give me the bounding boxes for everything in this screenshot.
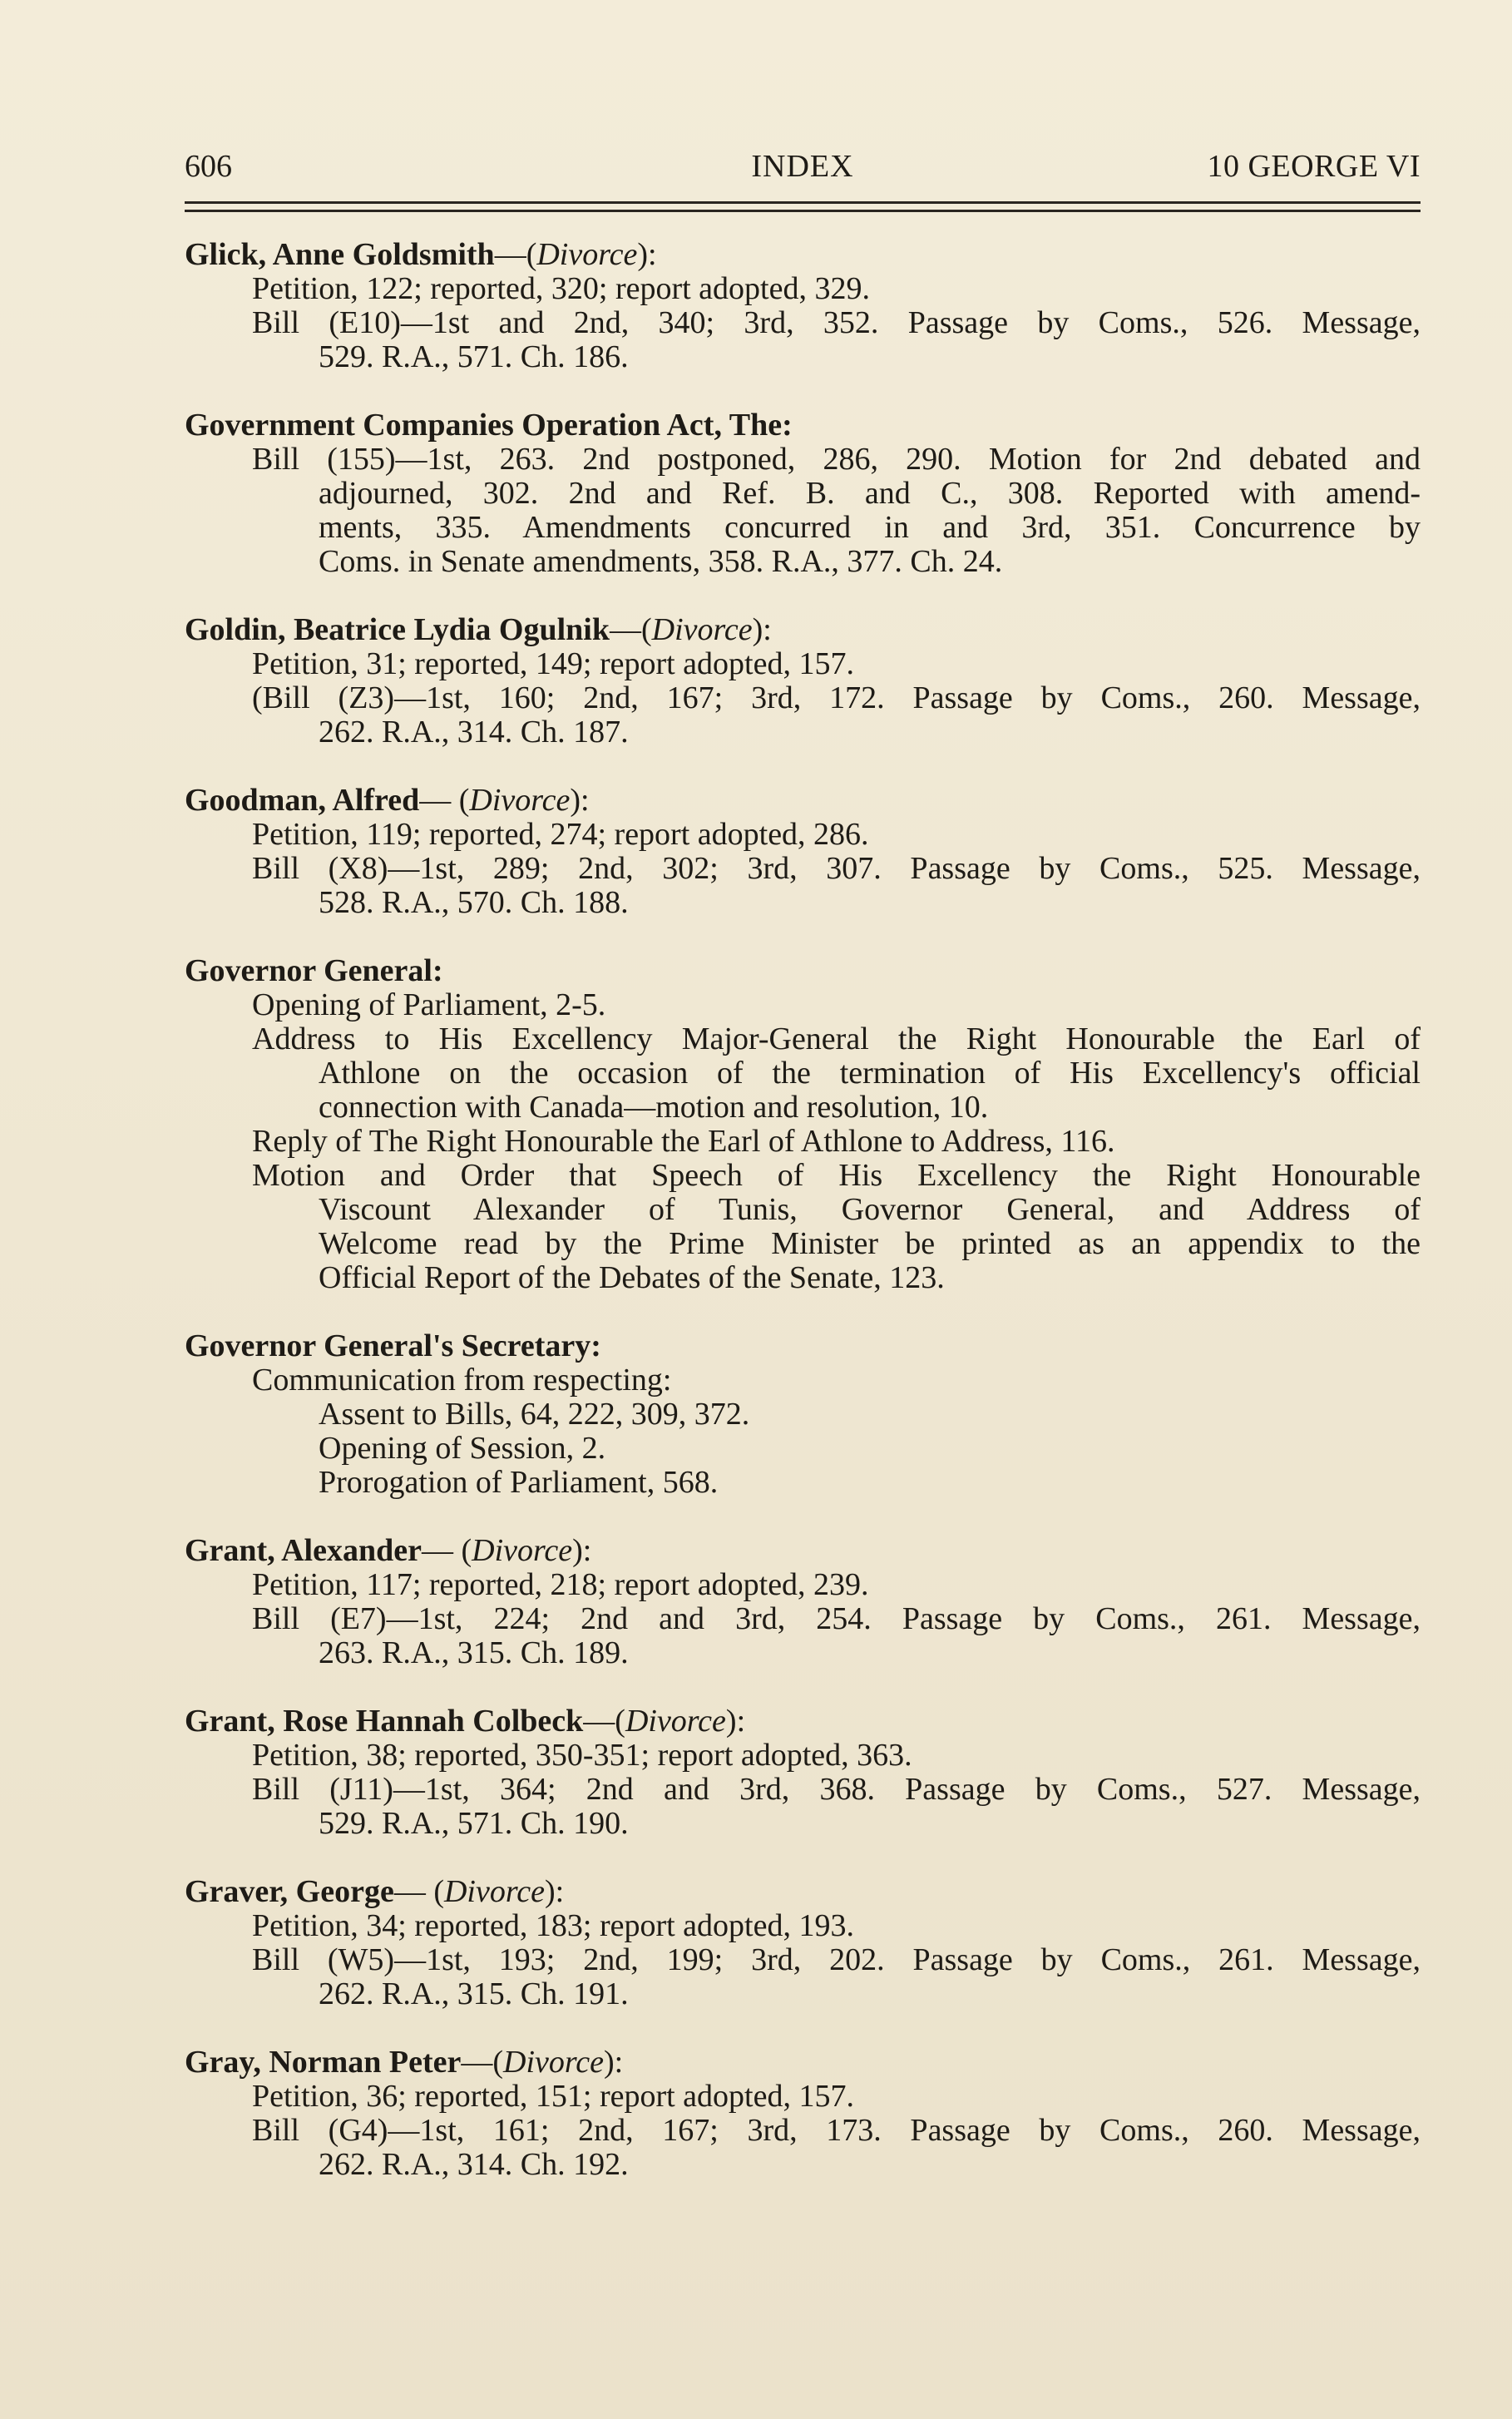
entry-heading	[185, 1534, 1421, 1568]
entry-heading-end: ):	[637, 237, 657, 272]
entry-tag: Divorce	[651, 612, 753, 647]
entry-line: Official Report of the Debates of the Senate, 123.	[319, 1260, 945, 1295]
entry-line: Prorogation of Parliament, 568.	[319, 1465, 719, 1500]
entry-heading	[185, 954, 1421, 988]
entry-heading-end: ):	[752, 612, 772, 647]
regnal-year: 10 GEORGE VI	[1207, 149, 1421, 184]
entry-line: Petition, 36; reported, 151; report adopted, 157.	[252, 2079, 854, 2114]
entry-heading-end: ):	[570, 783, 590, 818]
header-rule-top	[185, 201, 1421, 204]
entry-separator: — (	[421, 1533, 472, 1568]
entry-line: Bill (E7)—1st, 224; 2nd and 3rd, 254. Passage by Coms., 261. Message,	[252, 1601, 1421, 1636]
entry-line: Coms. in Senate amendments, 358. R.A., 377. Ch. 24.	[319, 544, 1003, 579]
entry-name: Governor General's Secretary:	[185, 1328, 601, 1363]
entry-line: adjourned, 302. 2nd and Ref. B. and C., 308. Reported with amend-	[319, 476, 1421, 511]
entry-name: Grant, Alexander	[185, 1533, 422, 1568]
entry-name: Graver, George	[185, 1874, 394, 1909]
entry-name: Government Companies Operation Act, The:	[185, 408, 793, 443]
entry-line: 262. R.A., 314. Ch. 192.	[319, 2147, 629, 2182]
entry-line: Welcome read by the Prime Minister be printed as an appendix to the	[319, 1226, 1421, 1261]
entry-separator: — (	[419, 783, 470, 818]
entry-heading-end: ):	[604, 2045, 624, 2080]
entry-separator: —(	[494, 237, 537, 272]
index-entries	[185, 238, 1421, 2216]
page-title: INDEX	[751, 149, 854, 184]
entry-name: Grant, Rose Hannah Colbeck	[185, 1704, 584, 1739]
entry-line: Bill (E10)—1st and 2nd, 340; 3rd, 352. Passage by Coms., 526. Message,	[252, 305, 1421, 340]
index-entry	[185, 613, 1421, 749]
entry-line: 528. R.A., 570. Ch. 188.	[319, 885, 629, 920]
entry-heading-end: ):	[544, 1874, 565, 1909]
entry-line: Petition, 31; reported, 149; report adopted, 157.	[252, 646, 854, 681]
entry-line: 529. R.A., 571. Ch. 186.	[319, 339, 629, 374]
entry-line: Petition, 122; reported, 320; report adopted, 329.	[252, 271, 870, 306]
entry-line: Petition, 117; reported, 218; report adopted, 239.	[252, 1567, 869, 1602]
entry-heading	[185, 1875, 1421, 1909]
index-entry	[185, 238, 1421, 374]
entry-line: Athlone on the occasion of the termination of His Excellency's official	[319, 1056, 1421, 1091]
entry-heading	[185, 784, 1421, 818]
header-rule-bottom	[185, 210, 1421, 212]
entry-name: Goodman, Alfred	[185, 783, 420, 818]
entry-line: Bill (155)—1st, 263. 2nd postponed, 286, 290. Motion for 2nd debated and	[252, 442, 1421, 477]
entry-heading	[185, 408, 1421, 443]
entry-name: Governor General:	[185, 953, 443, 988]
index-entry	[185, 954, 1421, 1295]
entry-line: 262. R.A., 315. Ch. 191.	[319, 1976, 629, 2011]
entry-separator: — (	[393, 1874, 444, 1909]
entry-line: Communication from respecting:	[252, 1363, 672, 1397]
entry-line: Petition, 119; reported, 274; report adopted, 286.	[252, 817, 869, 852]
entry-line: Motion and Order that Speech of His Excellency the Right Honourable	[252, 1158, 1421, 1193]
index-entry	[185, 1329, 1421, 1500]
entry-line: Bill (J11)—1st, 364; 2nd and 3rd, 368. Passage by Coms., 527. Message,	[252, 1772, 1421, 1807]
entry-heading	[185, 613, 1421, 647]
entry-line: Opening of Session, 2.	[319, 1431, 606, 1466]
index-entry	[185, 1875, 1421, 2011]
entry-tag: Divorce	[503, 2045, 605, 2080]
entry-line: Viscount Alexander of Tunis, Governor General, and Address of	[319, 1192, 1421, 1227]
index-entry	[185, 784, 1421, 920]
entry-heading	[185, 1329, 1421, 1363]
entry-line: 263. R.A., 315. Ch. 189.	[319, 1635, 629, 1670]
page-header	[185, 148, 1421, 190]
entry-line: Petition, 38; reported, 350-351; report adopted, 363.	[252, 1738, 912, 1773]
entry-line: connection with Canada—motion and resolution, 10.	[319, 1090, 989, 1125]
entry-tag: Divorce	[536, 237, 638, 272]
entry-line: Opening of Parliament, 2-5.	[252, 987, 606, 1022]
entry-tag: Divorce	[443, 1874, 545, 1909]
entry-line: Reply of The Right Honourable the Earl of Athlone to Address, 116.	[252, 1124, 1115, 1159]
entry-heading-end: ):	[725, 1704, 746, 1739]
entry-tag: Divorce	[469, 783, 571, 818]
entry-separator: —(	[609, 612, 652, 647]
entry-heading-end: ):	[572, 1533, 592, 1568]
entry-line: Bill (X8)—1st, 289; 2nd, 302; 3rd, 307. Passage by Coms., 525. Message,	[252, 851, 1421, 886]
entry-tag: Divorce	[472, 1533, 573, 1568]
entry-separator: —(	[461, 2045, 504, 2080]
entry-heading	[185, 1704, 1421, 1739]
entry-line: Assent to Bills, 64, 222, 309, 372.	[319, 1397, 750, 1432]
entry-tag: Divorce	[625, 1704, 726, 1739]
index-entry	[185, 2046, 1421, 2182]
index-entry	[185, 1534, 1421, 1670]
index-entry	[185, 1704, 1421, 1841]
entry-line: ments, 335. Amendments concurred in and 3rd, 351. Concurrence by	[319, 510, 1421, 545]
entry-line: (Bill (Z3)—1st, 160; 2nd, 167; 3rd, 172. Passage by Coms., 260. Message,	[252, 680, 1421, 715]
entry-heading	[185, 238, 1421, 272]
entry-name: Glick, Anne Goldsmith	[185, 237, 495, 272]
entry-line: Petition, 34; reported, 183; report adopted, 193.	[252, 1908, 854, 1943]
entry-line: Bill (G4)—1st, 161; 2nd, 167; 3rd, 173. Passage by Coms., 260. Message,	[252, 2113, 1421, 2148]
entry-line: Bill (W5)—1st, 193; 2nd, 199; 3rd, 202. Passage by Coms., 261. Message,	[252, 1942, 1421, 1977]
entry-separator: —(	[583, 1704, 625, 1739]
page-number: 606	[185, 149, 232, 184]
entry-heading	[185, 2046, 1421, 2080]
entry-line: Address to His Excellency Major-General the Right Honourable the Earl of	[252, 1022, 1421, 1056]
entry-line: 529. R.A., 571. Ch. 190.	[319, 1806, 629, 1841]
entry-name: Goldin, Beatrice Lydia Ogulnik	[185, 612, 610, 647]
entry-line: 262. R.A., 314. Ch. 187.	[319, 715, 629, 749]
index-entry	[185, 408, 1421, 579]
entry-name: Gray, Norman Peter	[185, 2045, 462, 2080]
